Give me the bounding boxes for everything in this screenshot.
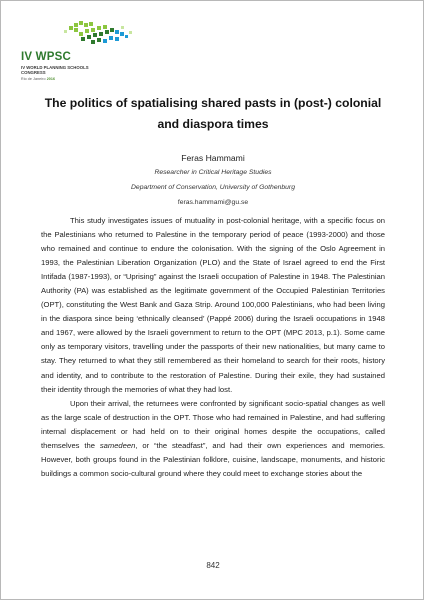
paper-body [41, 214, 385, 481]
logo-tagline-city: Rio de Janeiro [21, 77, 46, 81]
paper-title: The politics of spatialising shared pasts in (post-) colonial and diaspora times [44, 96, 382, 131]
author-role: Researcher in Critical Heritage Studies [154, 169, 272, 176]
logo-subtitle: IV WORLD PLANNING SCHOOLS CONGRESS [21, 65, 89, 75]
logo-tagline [21, 77, 55, 81]
paragraph-2-term: samedeen [99, 440, 136, 450]
author-department: Department of Conservation, University of Gothenburg [131, 184, 295, 191]
page-number: 842 [206, 561, 220, 570]
author-email: feras.hammami@gu.se [177, 199, 249, 206]
logo-tagline-year: 2016 [46, 77, 56, 81]
paragraph-2-text-end: , or “the steadfast”, and had their own experiences and memories. However, both groups found in the Palestinian folklore, cuisine, landscape, monuments, and historic buildings a common socio-cultural ground where they could meet to exchange stories about the [41, 440, 385, 478]
author-name: Feras Hammami [181, 153, 245, 163]
body-paragraph-2 [41, 397, 385, 481]
body-paragraph-1: This study investigates issues of mutuality in post-colonial heritage, with a specific focus on the Palestinians who returned to Palestine in the temporary period of peace (1993-2000) and those who remained and continue to endure the colonisation. With the signing of the Oslo Agreement in 1993, the Palestinian Liberation Organization (PLO) and the State of Israel agreed to end the First Intifada (1987-1993), or “Uprising” against the Israeli occupation of Palestine in 1948. The Palestinian Authority (PA) was established as the legitimate government of the Occupied Palestinian Territories (OPT), constituting the West Bank and Gaza Strip. Around 100,000 Palestinians, who had been living in the diaspora since being ‘ethnically cleansed’ (Pappé 2006) during the Israeli occupations in 1948 and 1967, were allowed by the Israeli government to return to the OPT (MPC 2013, p.1). Some came only as temporary visitors, travelling under the passports of their new nationalities, but many came to stay. They returned to what they still remembered as their homeland to search for their roots, history and identity, and to contribute to the restoration of Palestine. During their exile, they had sustained their identity through the memories of what they had lost. [41, 216, 385, 394]
paragraph-2-text-start: Upon their arrival, the returnees were confronted by significant socio-spatial changes as well as the large scale of destruction in the OPT. Those who had remained in Palestine, and had suffering internal displacement or had held on to their original homes despite the occupations, called themselves the [41, 398, 385, 450]
globe-logo-icon [21, 20, 151, 52]
logo-title: IV WPSC [21, 51, 71, 63]
congress-logo [21, 20, 151, 82]
